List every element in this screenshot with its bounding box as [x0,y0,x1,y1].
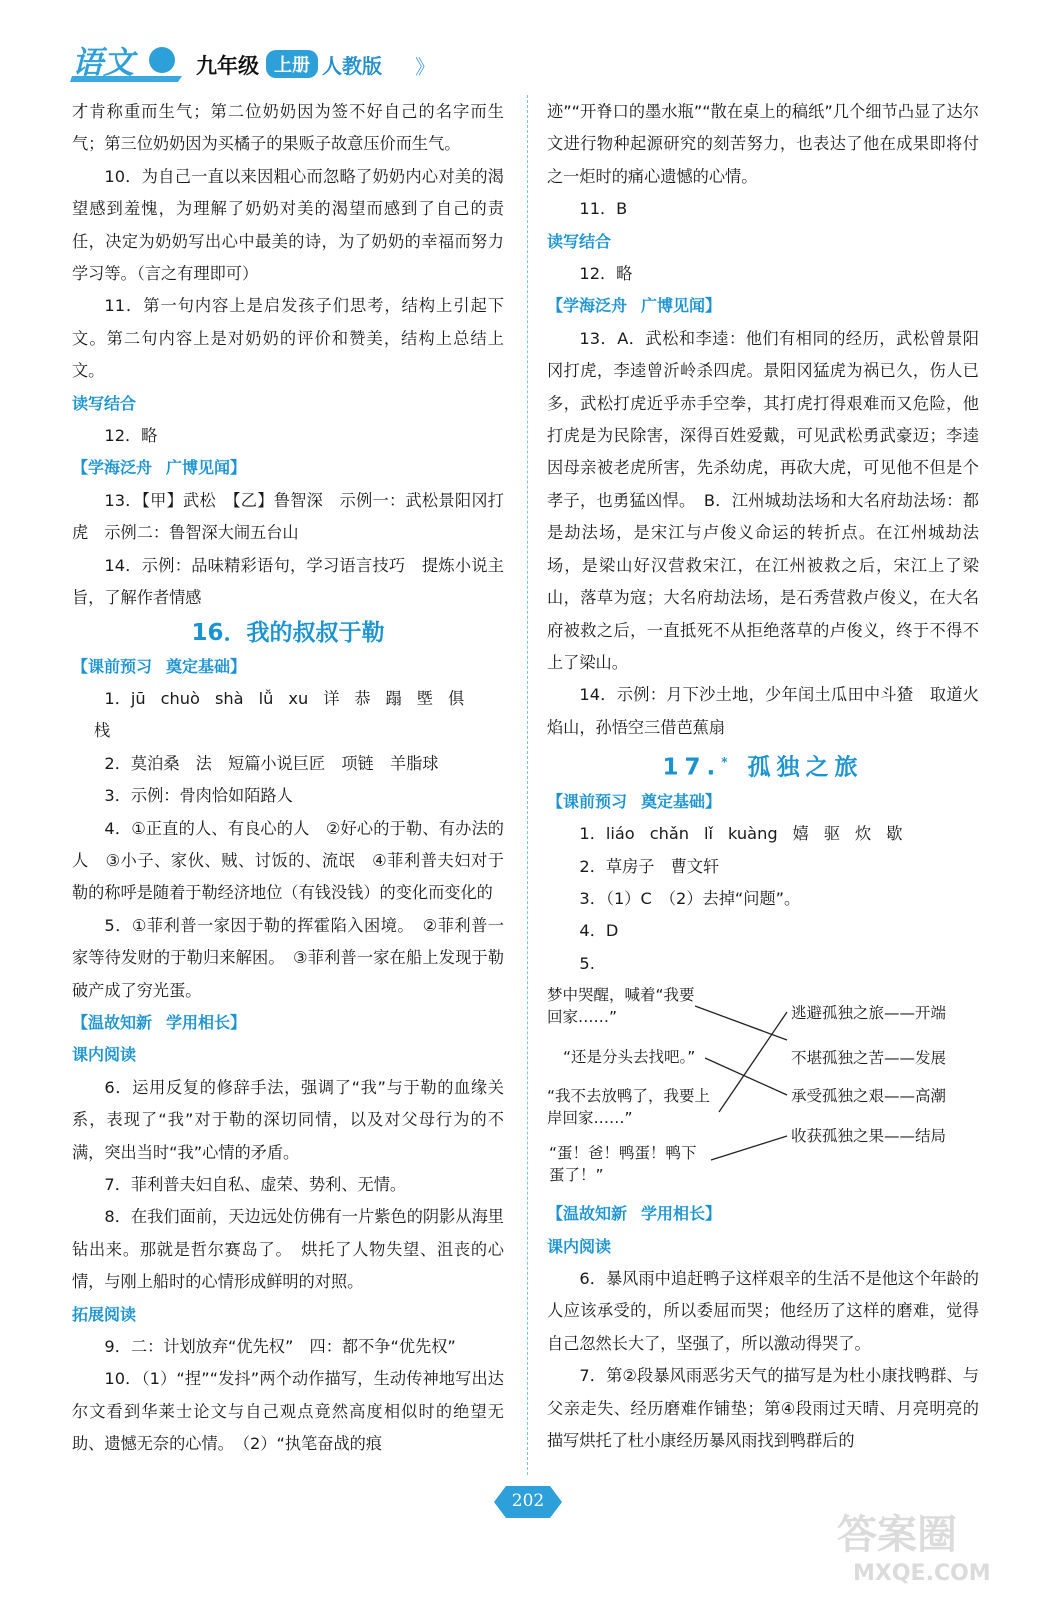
answer-3: 3．示例：骨肉恰如陌路人 [104,786,293,806]
matching-diagram [547,982,979,1198]
edition-label: 人教版 [322,54,382,78]
stage-3: 承受孤独之艰——高潮 [791,1087,947,1106]
grade-label: 九年级 [196,54,259,78]
column-divider [527,95,528,1475]
answer-2: 2．草房子 曹文轩 [579,856,720,876]
quote-3: “我不去放鸭了，我要上岸回家……” [547,1087,711,1128]
svg-text:MXQE.COM: MXQE.COM [853,1561,991,1586]
answer-6: 6．暴风雨中追赶鸭子这样艰辛的生活不是他这个年龄的人应该承受的，所以委屈而哭；他经历了这样的磨难，觉得自己忽然长大了，坚强了，所以激动得哭了。 [547,1269,979,1353]
stage-2: 不堪孤独之苦——发展 [791,1049,947,1068]
page-number: 202 [511,1491,545,1511]
answer-10: 10．为自己一直以来因粗心而忽略了奶奶内心对美的渴望感到羞愧，为理解了奶奶对美的渴望而感到了自己的责任，决定为奶奶写出心中最美的诗，为了奶奶的幸福而努力学习等。（言之有理即可） [72,166,504,284]
svg-text:语文: 语文 [72,45,134,81]
answer-11: 11．B [579,199,628,219]
answer-3: 3．（1）C （2）去掉“问题”。 [579,889,801,908]
answer-1: 1．liáo chǎn lǐ kuàng 嬉 驱 炊 歇 [579,824,903,844]
answer-5: 5. [579,953,595,973]
answer-10b: 10．（1）“捏”“发抖”两个动作描写，生动传神地写出达尔文看到华莱士论文与自己观点竟然高度相似时的绝望无助、遗憾无奈的心情。 （2）“执笔奋战的痕 [72,1369,504,1454]
section-heading: 【 课前预习 奠定基础 】 [72,651,504,683]
answer-9: 9．二：计划放弃“优先权” 四：都不争“优先权” [104,1337,456,1357]
answer-text: 才肯称重而生气；第二位奶奶因为签不好自己的名字而生气；第三位奶奶因为买橘子的果贩子故意压价而生气。 [72,102,504,154]
watermark-logo [817,1500,1017,1590]
right-column [547,96,979,1457]
chevron-right-icon: 》 [415,55,435,79]
page-number-badge [492,1484,564,1520]
section-heading: 读写结合 [72,393,137,413]
quote-1: 梦中哭醒，喊着“我要回家……” [547,986,695,1027]
logo [70,42,188,84]
section-heading: 【 课前预习 奠定基础 】 [547,786,979,818]
answer-1-cont: 栈 [94,721,111,741]
stage-1: 逃避孤独之旅——开端 [791,1004,947,1023]
answer-7: 7．第②段暴风雨恶劣天气的描写是为杜小康找鸭群、与父亲走失、经历磨难作铺垫；第④段雨过天晴、月亮明亮的描写烘托了杜小康经历暴风雨找到鸭群后的 [547,1366,979,1451]
section-heading: 【 学海泛舟 广博见闻 】 [547,290,979,322]
left-column [72,96,504,1461]
svg-text:答案圈: 答案圈 [837,1512,957,1558]
answer-text: 迹”“开脊口的墨水瓶”“散在桌上的稿纸”几个细节凸显了达尔文进行物种起源研究的刻苦努力，也表达了他在成果即将付之一炬时的痛心遗憾的心情。 [547,102,979,186]
answer-12: 12．略 [104,426,158,446]
answer-7: 7．菲利普夫妇自私、虚荣、势利、无情。 [104,1175,407,1194]
book-header [70,38,470,88]
section-heading: 【 学海泛舟 广博见闻 】 [72,452,504,484]
answer-5: 5．①菲利普一家因于勒的挥霍陷入困境。 ②菲利普一家等待发财的于勒归来解困。 ③菲利普一家在船上发现于勒破产成了穷光蛋。 [72,915,504,1000]
volume-badge: 上册 [266,50,318,78]
quote-4: “蛋！爸！鸭蛋！鸭下蛋了！” [549,1144,697,1185]
answer-13: 13．【甲】武松 【乙】鲁智深 示例一：武松景阳冈打虎 示例二：鲁智深大闹五台山 [72,490,504,543]
stage-4: 收获孤独之果——结局 [791,1127,947,1146]
section-heading: 课内阅读 [72,1045,137,1065]
section-heading: 拓展阅读 [72,1304,137,1324]
chapter-title: 17.* 孤独之旅 [662,754,864,781]
quote-2: “还是分头去找吧。” [563,1048,696,1067]
section-heading: 课内阅读 [547,1236,612,1256]
answer-4: 4．D [579,921,619,941]
answer-2: 2．莫泊桑 法 短篇小说巨匠 项链 羊脂球 [104,753,439,773]
answer-4: 4．①正直的人、有良心的人 ②好心的于勒、有办法的人 ③小子、家伙、贼、讨饭的、流氓 ④菲利普夫妇对于勒的称呼是随着于勒经济地位（有钱没钱）的变化而变化的 [72,818,504,903]
answer-14: 14．示例：品味精彩语句，学习语言技巧 提炼小说主旨，了解作者情感 [72,555,504,608]
answer-14: 14．示例：月下沙土地，少年闰土瓜田中斗猹 取道火焰山，孙悟空三借芭蕉扇 [547,685,979,737]
section-heading: 【 温故知新 学用相长 】 [72,1007,504,1039]
answer-11: 11．第一句内容上是启发孩子们思考，结构上引起下文。第二句内容上是对奶奶的评价和赞美，结构上总结上文。 [72,296,504,381]
answer-13: 13．A．武松和李逵：他们有相同的经历，武松曾景阳冈打虎，李逵曾沂岭杀四虎。景阳冈猛虎为祸已久，伤人已多，武松打虎近乎赤手空拳，其打虎打得艰难而又危险，他打虎是为民除害，深得百姓爱戴，可见武松勇武豪迈；李逵因母亲被老虎所害，先杀幼虎，再砍大虎，可见他不但是个孝子，也勇猛凶悍。 B．江州城劫法场和大名府劫法场：都是劫法场，是宋江与卢俊义命运的转折点。在江州城劫法场，是梁山好汉营救宋江，在江州被救之后，宋江上了梁山，落草为寇；大名府劫法场，是石秀营救卢俊义，在大名府被救之后，一直抵死不从拒绝落草的卢俊义，终于不得不上了梁山。 [547,328,979,672]
answer-12: 12．略 [579,264,633,284]
chapter-title: 16．我的叔叔于勒 [191,619,385,646]
section-heading: 【 温故知新 学用相长 】 [547,1198,979,1230]
answer-8: 8．在我们面前，天边远处仿佛有一片紫色的阴影从海里钻出来。那就是哲尔赛岛了。 烘托了人物失望、沮丧的心情，与刚上船时的心情形成鲜明的对照。 [72,1207,504,1292]
section-heading: 读写结合 [547,231,612,251]
answer-1: 1．jū chuò shà lǚ xu 详 恭 蹋 塈 俱 [104,688,465,708]
answer-6: 6．运用反复的修辞手法，强调了“我”与于勒的血缘关系，表现了“我”对于勒的深切同情，以及对父母行为的不满，突出当时“我”心情的矛盾。 [72,1077,504,1162]
